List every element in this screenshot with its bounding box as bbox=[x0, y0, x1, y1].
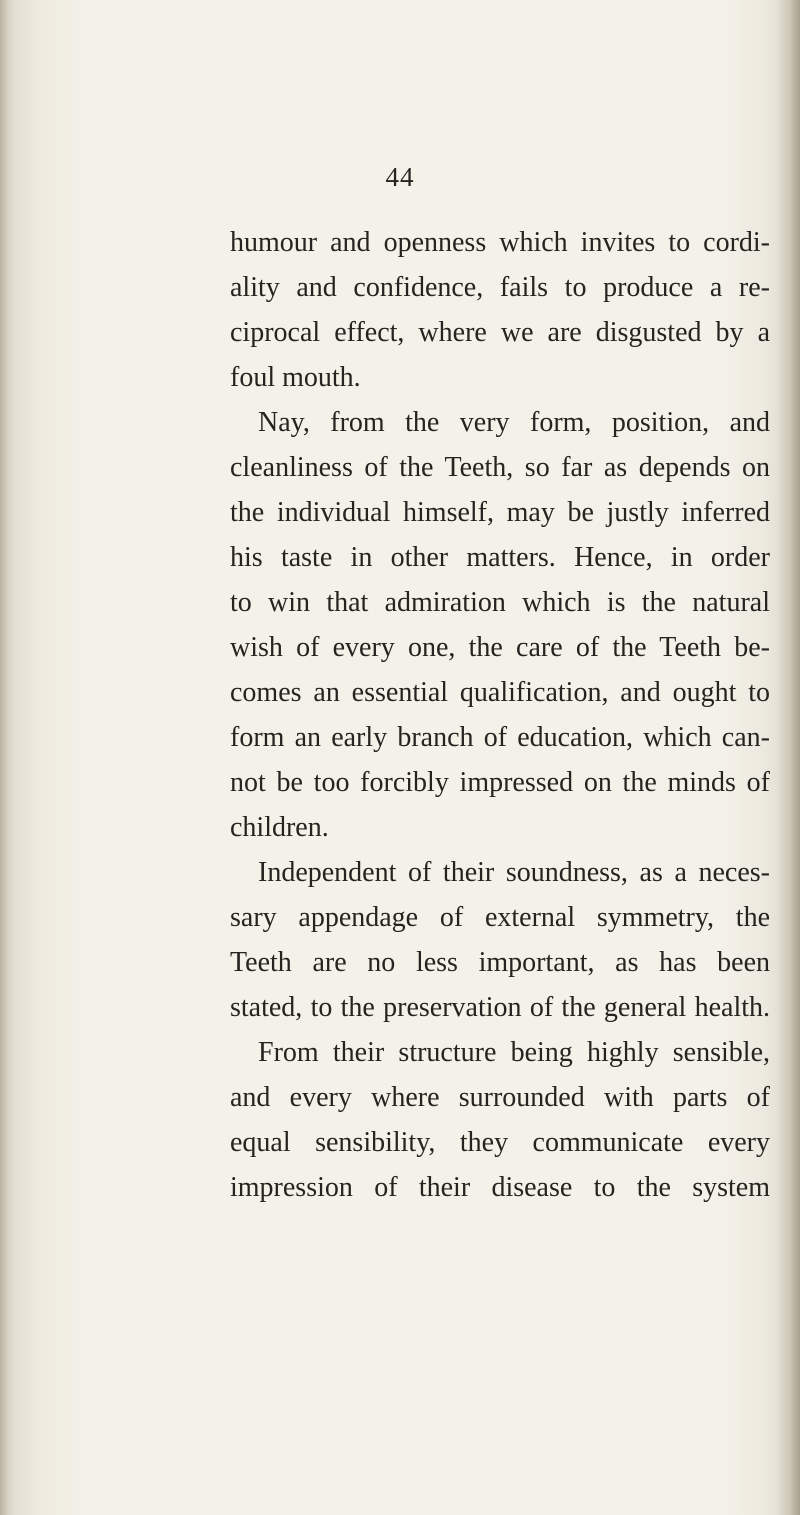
text-line: the individual himself, may be justly inferred bbox=[230, 497, 770, 528]
text-line: From their structure being highly sensible, bbox=[258, 1037, 770, 1068]
text-line: to win that admiration which is the natural bbox=[230, 587, 770, 618]
text-line: Nay, from the very form, position, and bbox=[258, 407, 770, 438]
text-line: comes an essential qualification, and ought to bbox=[230, 677, 770, 708]
page-right-edge bbox=[778, 0, 800, 1515]
text-line: children. bbox=[230, 812, 329, 843]
text-line: cleanliness of the Teeth, so far as depends on bbox=[230, 452, 770, 483]
text-line: form an early branch of education, which can- bbox=[230, 722, 770, 753]
text-line: his taste in other matters. Hence, in order bbox=[230, 542, 770, 573]
text-line: foul mouth. bbox=[230, 362, 361, 393]
text-line: ality and confidence, fails to produce a re- bbox=[230, 272, 770, 303]
text-line: stated, to the preservation of the general health. bbox=[230, 992, 770, 1023]
text-line: impression of their disease to the system bbox=[230, 1172, 770, 1203]
text-line: not be too forcibly impressed on the minds of bbox=[230, 767, 770, 798]
text-line: Teeth are no less important, as has been bbox=[230, 947, 770, 978]
text-line: humour and openness which invites to cordi- bbox=[230, 227, 770, 258]
text-line: Independent of their soundness, as a neces- bbox=[258, 857, 770, 888]
page-left-edge bbox=[0, 0, 14, 1515]
text-line: ciprocal effect, where we are disgusted by a bbox=[230, 317, 770, 348]
text-line: wish of every one, the care of the Teeth be- bbox=[230, 632, 770, 663]
body-text bbox=[230, 220, 770, 1210]
page-number: 44 bbox=[385, 162, 415, 192]
text-line: equal sensibility, they communicate every bbox=[230, 1127, 770, 1158]
text-line: and every where surrounded with parts of bbox=[230, 1082, 770, 1113]
text-line: sary appendage of external symmetry, the bbox=[230, 902, 770, 933]
